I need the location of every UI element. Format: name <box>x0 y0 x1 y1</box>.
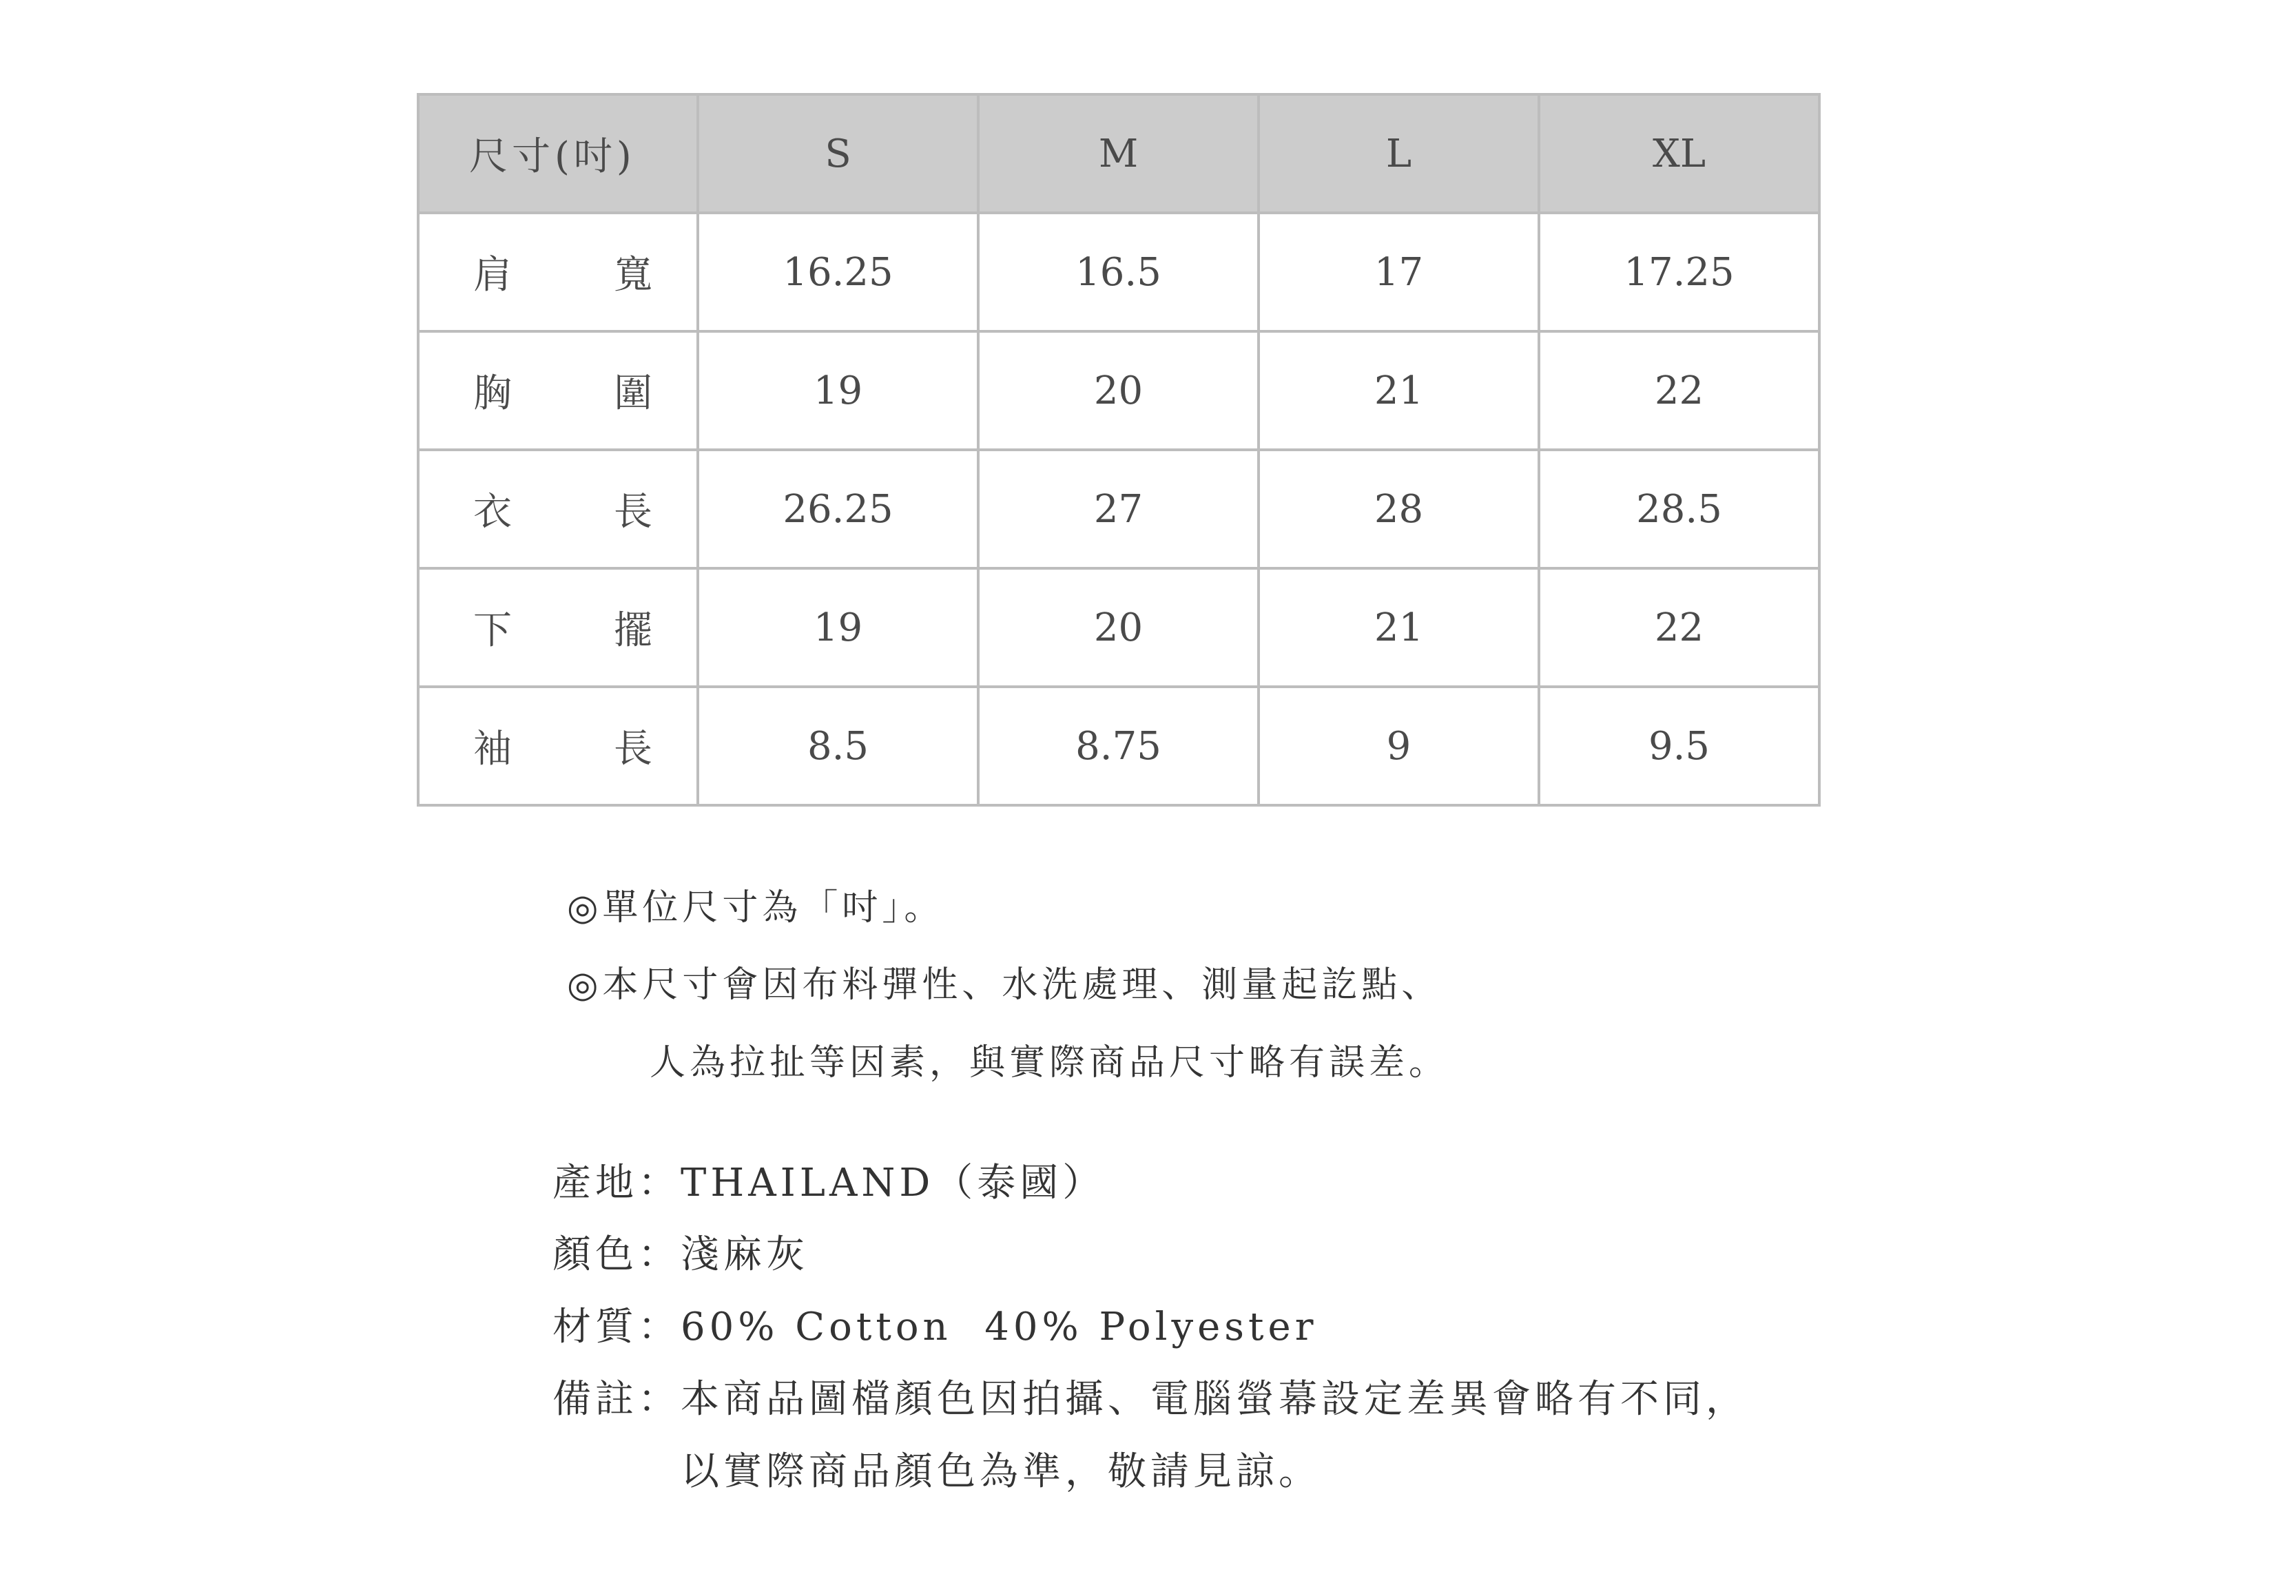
row-label-char-2: 長 <box>614 490 652 535</box>
row-label-char-1: 胸 <box>473 371 512 416</box>
header-unit-text: 尺寸(吋) <box>469 134 636 179</box>
header-unit-label <box>418 94 698 213</box>
cell-value: 20 <box>978 568 1259 687</box>
material-label: 材質： <box>552 1305 681 1349</box>
remark-value-line-1: 本商品圖檔顏色因拍攝、電腦螢幕設定差異會略有不同， <box>681 1377 1748 1422</box>
row-label-char-1: 袖 <box>473 727 512 771</box>
info-material <box>552 1305 1318 1349</box>
table-row-hem <box>418 568 1819 687</box>
cell-value: 19 <box>698 331 978 450</box>
row-label <box>418 213 698 331</box>
remark-label: 備註： <box>552 1377 681 1422</box>
row-label <box>418 568 698 687</box>
color-value: 淺麻灰 <box>681 1232 809 1277</box>
cell-value: 22 <box>1539 568 1819 687</box>
row-label-char-2: 圍 <box>614 371 652 416</box>
cell-value: 27 <box>978 450 1259 568</box>
note-tolerance-line-1: ◎本尺寸會因布料彈性、水洗處理、測量起訖點、 <box>567 964 1442 1006</box>
row-label-char-2: 擺 <box>614 608 652 653</box>
row-label <box>418 687 698 805</box>
cell-value: 19 <box>698 568 978 687</box>
origin-label: 產地： <box>552 1161 681 1205</box>
row-label-char-2: 寬 <box>614 253 652 298</box>
cell-value: 22 <box>1539 331 1819 450</box>
info-remark <box>552 1377 1748 1422</box>
size-chart-table <box>417 93 1821 807</box>
material-value: 60% Cotton 40% Polyester <box>681 1305 1318 1349</box>
info-color <box>552 1232 809 1277</box>
cell-value: 17.25 <box>1539 213 1819 331</box>
cell-value: 16.25 <box>698 213 978 331</box>
cell-value: 26.25 <box>698 450 978 568</box>
note-tolerance-line-2: 人為拉扯等因素，與實際商品尺寸略有誤差。 <box>650 1042 1449 1084</box>
header-size-l: L <box>1259 94 1539 213</box>
row-label-char-1: 下 <box>473 608 512 653</box>
info-remark-continued <box>681 1449 1321 1494</box>
row-label <box>418 331 698 450</box>
table-row-length <box>418 450 1819 568</box>
note-unit: ◎單位尺寸為「吋」。 <box>567 887 944 929</box>
cell-value: 28.5 <box>1539 450 1819 568</box>
cell-value: 20 <box>978 331 1259 450</box>
row-label-char-1: 衣 <box>473 490 512 535</box>
table-row-shoulder-width <box>418 213 1819 331</box>
row-label <box>418 450 698 568</box>
table-row-chest <box>418 331 1819 450</box>
cell-value: 28 <box>1259 450 1539 568</box>
origin-value: THAILAND（泰國） <box>681 1161 1106 1205</box>
cell-value: 8.5 <box>698 687 978 805</box>
cell-value: 21 <box>1259 568 1539 687</box>
cell-value: 9 <box>1259 687 1539 805</box>
cell-value: 17 <box>1259 213 1539 331</box>
cell-value: 16.5 <box>978 213 1259 331</box>
color-label: 顏色： <box>552 1232 681 1277</box>
remark-value-line-2: 以實際商品顏色為準，敬請見諒。 <box>681 1449 1321 1494</box>
row-label-char-2: 長 <box>614 727 652 771</box>
row-label-char-1: 肩 <box>473 253 512 298</box>
cell-value: 21 <box>1259 331 1539 450</box>
table-row-sleeve-length <box>418 687 1819 805</box>
cell-value: 9.5 <box>1539 687 1819 805</box>
size-chart-header-row <box>418 94 1819 213</box>
info-origin <box>552 1161 1106 1205</box>
cell-value: 8.75 <box>978 687 1259 805</box>
header-size-m: M <box>978 94 1259 213</box>
header-size-xl: XL <box>1539 94 1819 213</box>
header-size-s: S <box>698 94 978 213</box>
